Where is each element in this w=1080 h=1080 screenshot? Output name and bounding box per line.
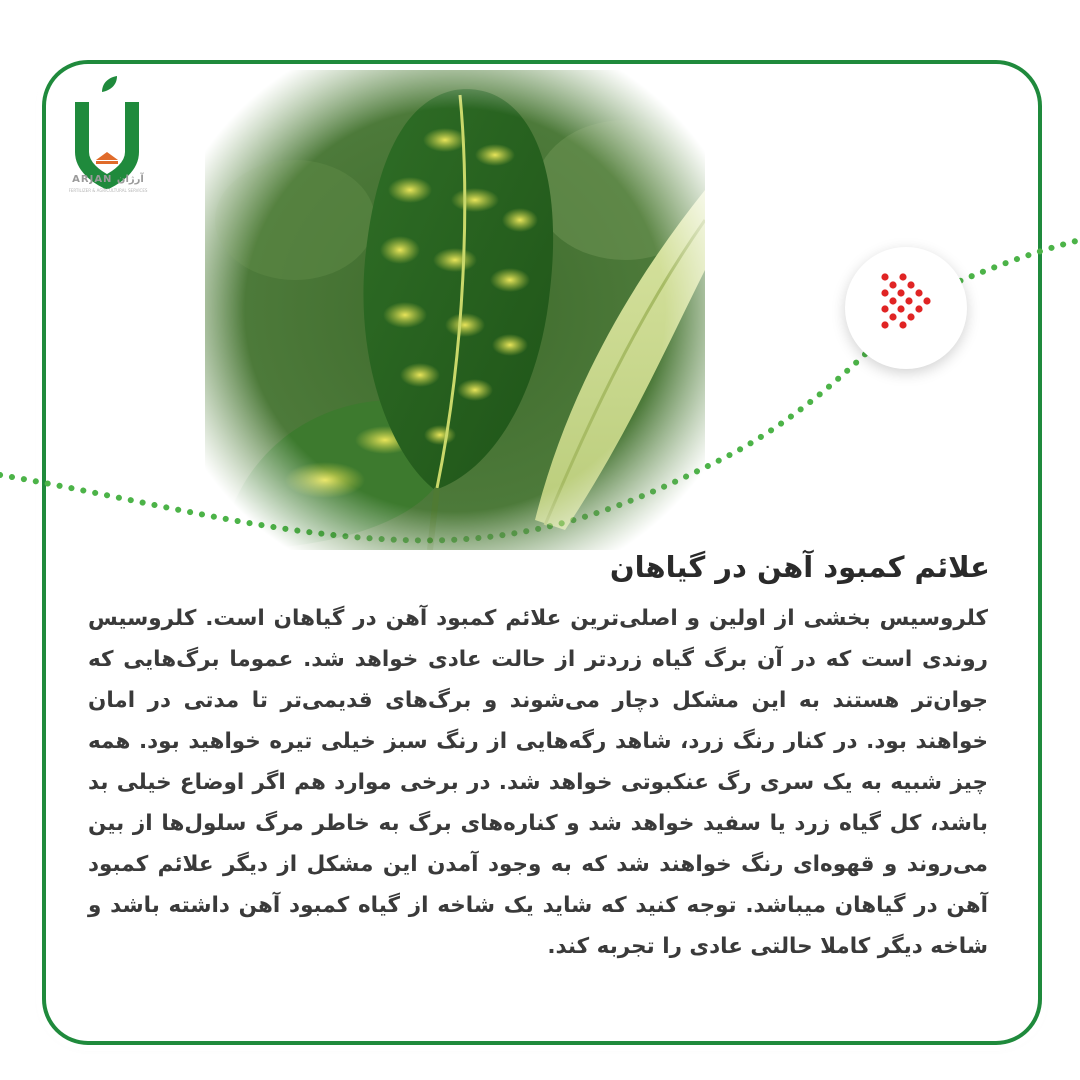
logo-brand-persian: آرژان — [116, 174, 144, 185]
logo-brand-text — [60, 174, 156, 185]
article-body: کلروسیس بخشی از اولین و اصلی‌ترین علائم کمبود آهن در گیاهان است. کلروسیس روندی است که در آن برگ گیاه زردتر از حالت عادی خواهد شد. عموما برگ‌هایی که جوان‌تر هستند به این مشکل دچار می‌شوند و برگ‌های قدیمی‌تر تا مدتی در امان خواهند بود. در کنار رنگ زرد، شاهد رگه‌هایی از رنگ سبز خیلی تیره خواهید بود. همه چیز شبیه به یک سری رگ عنکبوتی خواهد شد. در برخی موارد هم اگر اوضاع خیلی بد باشد، کل گیاه زرد یا سفید خواهد شد و کناره‌های برگ به خاطر مرگ سلول‌ها از بین می‌روند و قهوه‌ای رنگ خواهند شد که به وجود آمدن این مشکل از دیگر علائم کمبود آهن در گیاهان میباشد. توجه کنید که شاید یک شاخه از گیاه کمبود آهن داشته باشد و شاخه دیگر کاملا حالتی عادی را تجربه کند. — [88, 606, 988, 959]
article-title: علائم کمبود آهن در گیاهان — [609, 550, 990, 584]
chlorotic-leaf-photo — [205, 70, 705, 550]
chevron-arrow-icon — [845, 247, 967, 369]
logo-brand-latin: ARJAN — [72, 174, 113, 185]
next-arrow-button[interactable] — [845, 247, 967, 369]
logo-tagline: FERTILIZER & AGRICULTURAL SERVICES — [68, 188, 148, 193]
